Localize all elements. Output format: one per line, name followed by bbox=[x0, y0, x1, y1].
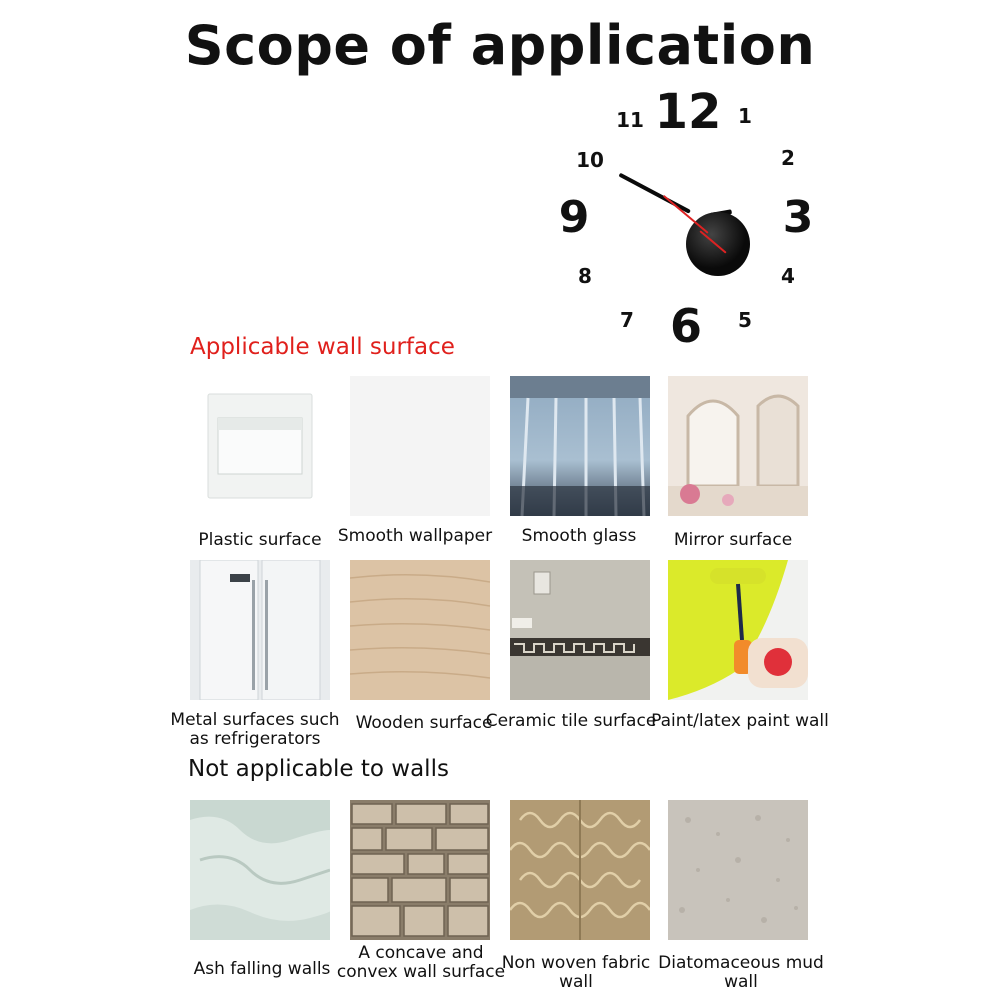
clock-numeral-9: 9 bbox=[558, 192, 590, 243]
caption-metal-surfaces: Metal surfaces such as refrigerators bbox=[170, 710, 340, 749]
clock-numeral-6: 6 bbox=[669, 299, 703, 353]
clock-numeral-1: 1 bbox=[738, 104, 752, 128]
clock-numeral-2: 2 bbox=[781, 146, 795, 170]
fabric-wall-image bbox=[510, 800, 650, 940]
wall-clock-image bbox=[540, 80, 840, 360]
clock-numeral-10: 10 bbox=[576, 148, 604, 172]
refrigerator-image bbox=[190, 560, 330, 700]
caption-paint-latex-wall: Paint/latex paint wall bbox=[651, 711, 829, 731]
clock-numeral-8: 8 bbox=[578, 264, 592, 288]
caption-ash-falling-walls: Ash falling walls bbox=[193, 959, 331, 979]
clock-numeral-12: 12 bbox=[654, 84, 722, 140]
ceramic-tile-image bbox=[510, 560, 650, 700]
clock-numeral-4: 4 bbox=[781, 264, 795, 288]
paint-roller-image bbox=[668, 560, 808, 700]
mirror-image bbox=[668, 376, 808, 516]
plastic-switch-image bbox=[190, 376, 330, 516]
ash-wall-image bbox=[190, 800, 330, 940]
wood-image bbox=[350, 560, 490, 700]
clock-second-hand bbox=[663, 195, 709, 234]
caption-plastic-surface: Plastic surface bbox=[198, 530, 322, 550]
caption-ceramic-tile-surface: Ceramic tile surface bbox=[485, 711, 657, 731]
not-applicable-heading: Not applicable to walls bbox=[188, 756, 449, 782]
caption-smooth-glass: Smooth glass bbox=[521, 526, 637, 546]
clock-numeral-3: 3 bbox=[782, 192, 814, 243]
wallpaper-image bbox=[350, 376, 490, 516]
clock-numeral-11: 11 bbox=[616, 108, 644, 132]
mud-wall-image bbox=[668, 800, 808, 940]
glass-wall-image bbox=[510, 376, 650, 516]
clock-numeral-5: 5 bbox=[738, 308, 752, 332]
caption-wooden-surface: Wooden surface bbox=[355, 713, 493, 733]
page-title: Scope of application bbox=[184, 14, 816, 77]
stone-wall-image bbox=[350, 800, 490, 940]
caption-mirror-surface: Mirror surface bbox=[673, 530, 793, 550]
clock-numeral-7: 7 bbox=[620, 308, 634, 332]
caption-diatomaceous-mud-wall: Diatomaceous mud wall bbox=[658, 953, 824, 992]
caption-concave-convex-wall: A concave and convex wall surface bbox=[336, 943, 506, 982]
applicable-heading: Applicable wall surface bbox=[190, 334, 455, 360]
caption-non-woven-fabric-wall: Non woven fabric wall bbox=[501, 953, 651, 992]
caption-smooth-wallpaper: Smooth wallpaper bbox=[337, 526, 493, 546]
